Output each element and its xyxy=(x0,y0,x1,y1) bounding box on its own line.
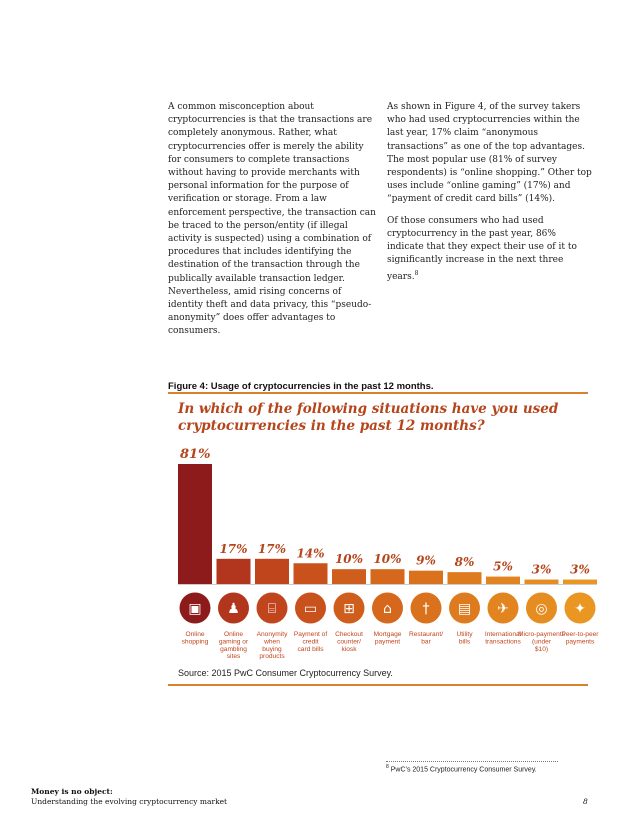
value-label-9: 3% xyxy=(531,562,552,577)
category-label-8: International transactions xyxy=(484,631,522,646)
bar-4 xyxy=(332,569,366,584)
bar-7 xyxy=(448,572,482,584)
footnote-divider xyxy=(386,761,558,762)
value-label-5: 10% xyxy=(373,552,402,567)
bar-3 xyxy=(294,563,328,584)
footnote-number: 8 xyxy=(386,764,389,770)
category-label-4: Checkout counter/ kiosk xyxy=(335,631,363,653)
category-label-5: Mortgage payment xyxy=(373,631,402,646)
left-column xyxy=(168,101,376,347)
footer-title: Money is no object: xyxy=(31,787,113,796)
bar-10 xyxy=(563,580,597,584)
usage-bar-chart xyxy=(168,440,599,670)
bar-5 xyxy=(371,569,405,584)
right-paragraph-2 xyxy=(387,215,595,285)
page-number: 8 xyxy=(583,797,588,806)
bar-9 xyxy=(525,580,559,584)
shopping-bag-icon-glyph: ▣ xyxy=(188,601,202,617)
footnote-reference[interactable]: 8 xyxy=(414,270,419,278)
figure-top-rule xyxy=(168,392,588,394)
wallet-icon-glyph: ▤ xyxy=(457,601,472,617)
footnote-text: PwC’s 2015 Cryptocurrency Consumer Survey. xyxy=(390,766,537,774)
value-label-6: 9% xyxy=(416,553,436,568)
right-paragraph-1: As shown in Figure 4, of the survey takers who had used cryptocurrencies within the last year, 17% claim “anonymous transactions” as one of the top advantages. The most popular use (81% of survey respondents) is “online shopping.” Other top uses include “online gaming” (17%) and “payment of credit card bills” (14%). xyxy=(387,102,592,205)
category-label-9: Micro-payments (under $10) xyxy=(518,631,565,653)
category-label-6: Restaurant/ bar xyxy=(408,631,444,646)
figure-source: Source: 2015 PwC Consumer Cryptocurrency Survey. xyxy=(178,668,393,678)
category-label-0: Online shopping xyxy=(181,631,209,646)
chart-svg xyxy=(168,440,599,670)
value-label-0: 81% xyxy=(180,447,211,462)
fork-knife-icon-glyph: † xyxy=(422,601,430,617)
bar-8 xyxy=(486,577,520,584)
category-label-10: Peer-to-peer payments xyxy=(561,631,599,646)
bar-0 xyxy=(178,464,212,584)
value-label-8: 5% xyxy=(493,559,513,574)
category-label-1: Online gaming or gambling sites xyxy=(218,631,249,661)
bar-2 xyxy=(255,559,289,584)
value-label-3: 14% xyxy=(296,546,325,561)
coin-hand-icon-glyph: ◎ xyxy=(535,601,548,617)
airplane-icon-glyph: ✈ xyxy=(497,601,509,617)
value-label-7: 8% xyxy=(454,555,475,570)
left-paragraph: A common misconception about cryptocurrencies is that the transactions are completely anonymous. Rather, what cryptocurrencies offer is merely the ability for consumers to complete transactions without having to provide merchants with personal information for the purpose of verification or storage. From a law enforcement perspective, the transaction can be traced to the person/entity (if illegal activity is suspected) using a combination of procedures that includes identifying the destination of the transaction through the publically available transaction ledger. Nevertheless, amid rising concerns of identity theft and data privacy, this “pseudo-anonymity” does offer advantages to consumers. xyxy=(168,102,376,337)
value-label-2: 17% xyxy=(257,541,287,556)
chess-pawn-icon-glyph: ♟ xyxy=(227,601,240,617)
shopping-cart-icon-glyph: ⊞ xyxy=(343,601,355,617)
handshake-icon-glyph: ✦ xyxy=(574,601,586,617)
figure-bottom-rule xyxy=(168,684,588,686)
right-column xyxy=(387,101,595,293)
house-icon-glyph: ⌂ xyxy=(383,601,392,617)
figure-question: In which of the following situations have you used cryptocurrencies in the past 12 months? xyxy=(178,401,559,434)
category-label-7: Utility bills xyxy=(456,631,473,646)
footer-subtitle: Understanding the evolving cryptocurrency market xyxy=(31,797,228,806)
value-label-1: 17% xyxy=(219,541,248,556)
right-paragraph-2-text: Of those consumers who had used cryptocurrency in the past year, 86% indicate that they expect their use of it to significantly increase in the next three years. xyxy=(387,215,577,283)
value-label-10: 3% xyxy=(570,562,590,577)
credit-card-icon-glyph: ▭ xyxy=(303,601,318,617)
category-label-3: Payment of credit card bills xyxy=(293,631,328,653)
footnote xyxy=(386,764,537,773)
category-label-2: Anonymity when buying products xyxy=(256,631,288,661)
bar-1 xyxy=(217,559,251,584)
bar-6 xyxy=(409,571,443,584)
value-label-4: 10% xyxy=(334,552,364,567)
figure-caption: Figure 4: Usage of cryptocurrencies in the past 12 months. xyxy=(168,381,434,392)
book-icon-glyph: ⌸ xyxy=(267,601,277,617)
